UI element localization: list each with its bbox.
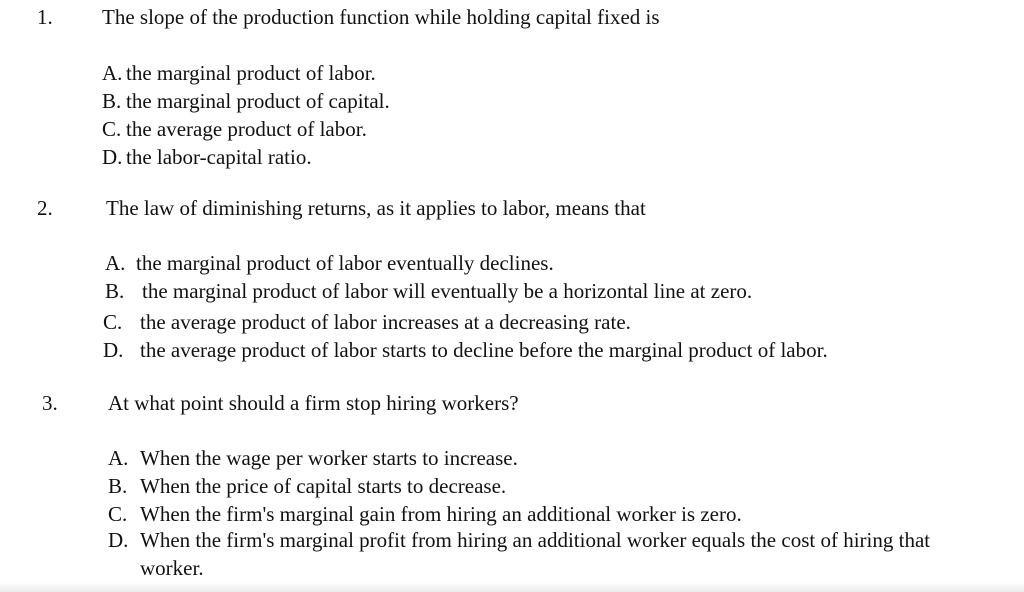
option-text: the marginal product of capital. [126,89,390,113]
option-letter: B. [102,89,122,113]
answer-option [108,526,988,582]
option-text: the marginal product of labor. [126,61,376,85]
question-stem: The law of diminishing returns, as it applies to labor, means that [106,196,646,220]
answer-option [102,61,376,85]
answer-option [103,310,631,334]
question-number: 1. [37,5,53,29]
option-text: the average product of labor. [126,117,367,141]
answer-option [108,502,742,526]
option-letter: D. [108,528,129,552]
option-text: the marginal product of labor eventually declines. [136,251,554,275]
option-letter: C. [102,117,122,141]
option-text: When the firm's marginal gain from hiring an additional worker is zero. [140,502,742,526]
option-letter: B. [108,474,128,498]
option-letter: A. [102,61,123,85]
answer-option [102,145,312,169]
answer-option [103,338,828,362]
option-letter: C. [108,502,128,526]
question-stem: At what point should a firm stop hiring workers? [108,391,519,415]
option-text: the marginal product of labor will eventually be a horizontal line at zero. [142,279,753,303]
option-letter: A. [108,446,129,470]
option-text: the average product of labor increases at a decreasing rate. [140,310,631,334]
question-number: 3. [42,391,58,415]
option-letter: D. [102,145,123,169]
answer-option [108,446,518,470]
answer-option [102,89,390,113]
option-text: When the wage per worker starts to increase. [140,446,518,470]
option-text: the average product of labor starts to decline before the marginal product of labor. [140,338,828,362]
question-stem: The slope of the production function while holding capital fixed is [102,5,660,29]
option-letter: C. [103,310,123,334]
answer-option [102,117,367,141]
answer-option [105,251,554,275]
option-letter: A. [105,251,126,275]
option-text: When the firm's marginal profit from hiring an additional worker equals the cost of hiring that worker. [140,528,931,580]
option-text: the labor-capital ratio. [126,145,312,169]
option-text: When the price of capital starts to decrease. [140,474,507,498]
answer-option [105,279,752,303]
question-number: 2. [37,196,53,220]
option-letter: D. [103,338,124,362]
answer-option [108,474,506,498]
option-letter: B. [105,279,125,303]
page-bottom-shadow [0,582,1024,592]
